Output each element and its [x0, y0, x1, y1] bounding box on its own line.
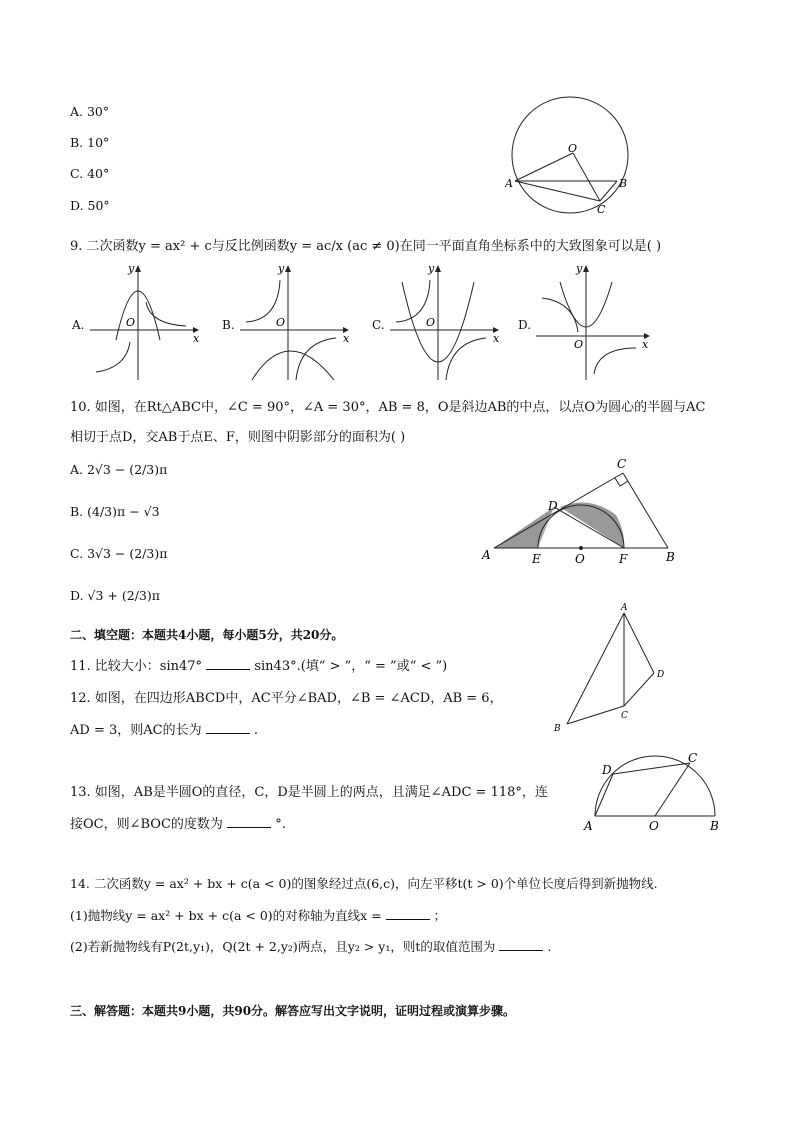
q10-option-c: C. 3√3 − (2/3)π — [70, 546, 168, 561]
q10-question-line1: 10. 如图，在Rt△ABC中，∠C = 90°，∠A = 30°，AB = 8，O是斜边AB的中点，以点O为圆心的半圆与AC — [70, 400, 706, 415]
q13-label-d: D — [602, 763, 612, 777]
q13-label-c: C — [688, 751, 698, 765]
q13-label-b: B — [710, 819, 719, 833]
q10-label-f: F — [619, 552, 628, 566]
q8-label-o: O — [568, 142, 578, 155]
svg-text:O: O — [126, 316, 136, 329]
section3-title: 三、解答题：本题共9小题，共90分。解答应写出文字说明，证明过程或演算步骤。 — [70, 1004, 516, 1018]
q14-question-line3: (2)若新抛物线有P(2t,y₁)，Q(2t + 2,y₂)两点，且y₂ > y₁，则t的取值范围为 . — [70, 939, 552, 954]
svg-text:O: O — [574, 338, 584, 351]
q8-option-a: A. 30° — [70, 104, 110, 119]
q13-semicircle-figure — [580, 750, 730, 840]
q10-label-a: A — [482, 548, 491, 562]
q12-question-line2: AD = 3，则AC的长为 . — [70, 723, 258, 738]
q12-question-line1: 12. 如图，在四边形ABCD中，AC平分∠BAD，∠B = ∠ACD，AB = 6， — [70, 691, 503, 706]
q10-question-line2: 相切于点D，交AB于点E、F，则图中阴影部分的面积为( ) — [70, 430, 406, 445]
q14-question-line1: 14. 二次函数y = ax² + bx + c(a < 0)的图象经过点(6,c)，向左平移t(t > 0)个单位长度后得到新抛物线. — [70, 876, 658, 891]
q9-graph-label-b: B. — [222, 318, 235, 332]
q8-option-c: C. 40° — [70, 166, 110, 181]
q8-label-a: A — [505, 177, 513, 190]
q9-graph-label-d: D. — [518, 318, 532, 332]
q10-option-d: D. √3 + (2/3)π — [70, 588, 160, 603]
q13-question-line1: 13. 如图，AB是半圆O的直径，C，D是半圆上的两点，且满足∠ADC = 118°，连 — [70, 785, 548, 800]
svg-text:x: x — [193, 332, 200, 345]
q10-label-c: C — [617, 457, 627, 471]
svg-text:y: y — [576, 262, 583, 275]
q13-label-a: A — [584, 819, 593, 833]
section2-title: 二、填空题：本题共4小题，每小题5分，共20分。 — [70, 628, 344, 642]
q9-graph-label-a: A. — [72, 318, 85, 332]
q9-graph-c — [388, 262, 503, 382]
q9-graph-a — [88, 262, 203, 382]
q10-triangle-figure — [480, 455, 680, 570]
q12-label-c: C — [621, 711, 628, 721]
q8-circle-figure — [505, 95, 640, 220]
q10-option-a: A. 2√3 − (2/3)π — [70, 462, 168, 477]
q11-question: 11. 比较大小：sin47° sin43°.(填“ > ”，“ = ”或“ < ”) — [70, 659, 448, 674]
q13-question-line2: 接OC，则∠BOC的度数为 °. — [70, 817, 286, 832]
q8-option-d: D. 50° — [70, 198, 110, 213]
q9-graph-b — [238, 262, 353, 382]
q12-label-d: D — [657, 670, 665, 680]
svg-text:x: x — [343, 332, 350, 345]
q10-label-o: O — [575, 552, 585, 566]
svg-text:O: O — [276, 316, 286, 329]
q9-graph-label-c: C. — [372, 318, 385, 332]
q12-label-b: B — [554, 724, 561, 734]
q14-question-line2: (1)抛物线y = ax² + bx + c(a < 0)的对称轴为直线x = ； — [70, 908, 447, 923]
q13-label-o: O — [649, 819, 659, 833]
q11-answer-blank[interactable] — [206, 657, 250, 670]
svg-text:x: x — [642, 338, 649, 351]
q13-answer-blank[interactable] — [227, 815, 271, 828]
q12-quadrilateral-figure — [550, 598, 675, 738]
q14-part1-answer-blank[interactable] — [386, 907, 430, 920]
svg-text:y: y — [278, 262, 285, 275]
q8-label-b: B — [619, 177, 628, 190]
svg-text:x: x — [493, 332, 500, 345]
q8-option-b: B. 10° — [70, 135, 110, 150]
q10-option-b: B. (4/3)π − √3 — [70, 504, 160, 519]
q10-label-d: D — [548, 499, 558, 513]
q8-label-c: C — [597, 203, 606, 216]
q10-label-b: B — [666, 550, 675, 564]
q12-label-a: A — [621, 603, 628, 613]
q9-question: 9. 二次函数y = ax² + c与反比例函数y = ac/x (ac ≠ 0)在同一平面直角坐标系中的大致图象可以是( ) — [70, 239, 662, 254]
q9-graph-d — [534, 262, 654, 382]
q12-answer-blank[interactable] — [206, 721, 250, 734]
svg-text:y: y — [428, 262, 435, 275]
svg-text:O: O — [426, 316, 436, 329]
q14-part2-answer-blank[interactable] — [499, 938, 543, 951]
q10-label-e: E — [532, 552, 541, 566]
svg-text:y: y — [128, 262, 135, 275]
